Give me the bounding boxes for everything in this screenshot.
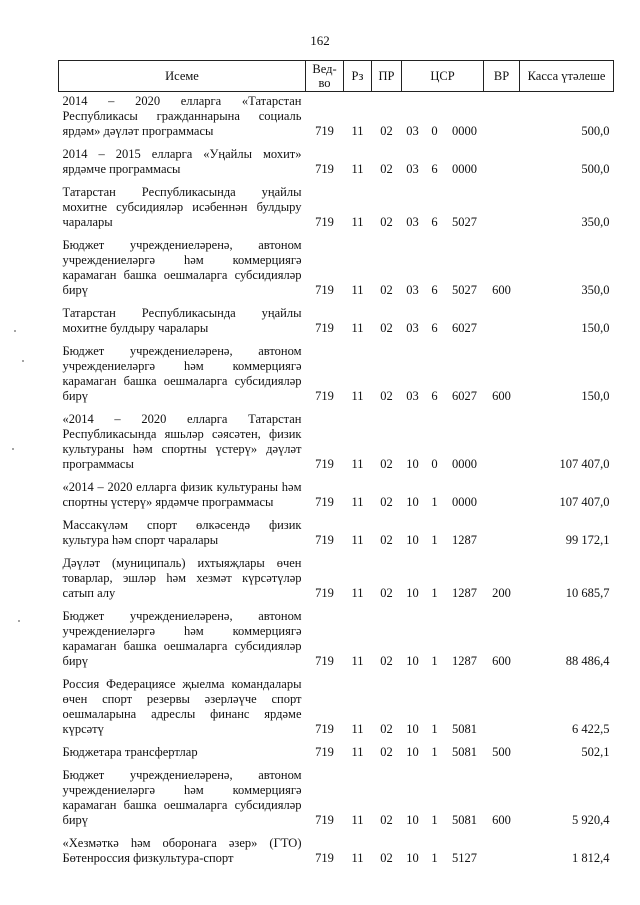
row-csr-program: 10 <box>406 813 419 827</box>
row-name: Массакүләм спорт өлкәсендә физик культура һәм спорт чаралары <box>62 518 302 547</box>
row-name: 2014 – 2020 елларга «Татарстан Республикасы гражданнарына социаль ярдәм» дәүләт программасы <box>62 94 302 138</box>
row-rz: 11 <box>351 586 364 600</box>
row-rz: 11 <box>351 215 364 229</box>
row-csr-subprogram: 6 <box>431 283 438 297</box>
row-vedomstvo: 719 <box>315 813 334 827</box>
row-name: Дәүләт (муниципаль) ихтыяҗлары өчен товарлар, эшләр һәм хезмәт күрсәтүләр сатып алу <box>62 556 302 600</box>
row-pr: 02 <box>380 813 393 827</box>
row-vedomstvo: 719 <box>315 586 334 600</box>
row-pr: 02 <box>380 851 393 865</box>
row-vr: 600 <box>492 654 511 668</box>
row-csr-program: 10 <box>406 722 419 736</box>
row-vr: 600 <box>492 389 511 403</box>
row-vr: 200 <box>492 586 511 600</box>
scan-speck <box>12 448 14 450</box>
row-csr-item: 0000 <box>452 457 478 471</box>
row-pr: 02 <box>380 389 393 403</box>
row-csr-program: 03 <box>406 124 419 138</box>
row-csr-program: 03 <box>406 283 419 297</box>
row-csr-item: 0000 <box>452 124 478 138</box>
row-name: Бюджет учреждениеләренә, автоном учреждениеләргә һәм коммерциягә карамаган башка оешмаларга субсидияләр бирү <box>62 238 302 297</box>
row-vr <box>484 478 520 516</box>
row-vr <box>484 410 520 478</box>
row-vr <box>484 92 520 146</box>
row-amount: 500,0 <box>581 162 610 176</box>
row-csr-item: 5027 <box>452 215 478 229</box>
scan-speck <box>18 620 20 622</box>
row-vedomstvo: 719 <box>315 745 334 759</box>
row-pr: 02 <box>380 533 393 547</box>
table-row <box>59 607 614 675</box>
row-amount: 150,0 <box>581 321 610 335</box>
row-csr-program: 10 <box>406 586 419 600</box>
row-amount: 99 172,1 <box>565 533 610 547</box>
row-csr-item: 5127 <box>452 851 478 865</box>
row-vedomstvo: 719 <box>315 124 334 138</box>
row-vedomstvo: 719 <box>315 162 334 176</box>
table-row <box>59 834 614 872</box>
row-name: Бюджет учреждениеләренә, автоном учреждениеләргә һәм коммерциягә карамаган башка оешмаларга субсидияләр бирү <box>62 344 302 403</box>
row-amount: 500,0 <box>581 124 610 138</box>
row-csr-item: 1287 <box>452 586 478 600</box>
row-pr: 02 <box>380 457 393 471</box>
row-csr-program: 10 <box>406 457 419 471</box>
row-rz: 11 <box>351 389 364 403</box>
row-csr-subprogram: 6 <box>431 162 438 176</box>
row-csr-item: 0000 <box>452 495 478 509</box>
row-csr-item: 1287 <box>452 654 478 668</box>
row-csr-subprogram: 1 <box>431 533 438 547</box>
table-row <box>59 410 614 478</box>
row-amount: 10 685,7 <box>565 586 610 600</box>
row-rz: 11 <box>351 495 364 509</box>
header-csr: ЦСР <box>402 61 484 92</box>
table-row <box>59 304 614 342</box>
table-row <box>59 183 614 236</box>
page-number: 162 <box>310 33 330 48</box>
row-rz: 11 <box>351 533 364 547</box>
row-vedomstvo: 719 <box>315 389 334 403</box>
header-vedomstvo: Вед-во <box>306 61 344 92</box>
table-row <box>59 743 614 766</box>
table-row <box>59 92 614 146</box>
row-rz: 11 <box>351 124 364 138</box>
header-pr: ПР <box>372 61 402 92</box>
table-row <box>59 342 614 410</box>
row-name: Татарстан Республикасында уңайлы мохитне субсидияләр исәбеннән булдыру чаралары <box>62 185 302 229</box>
row-name: Бюджет учреждениеләренә, автоном учреждениеләргә һәм коммерциягә карамаган башка оешмаларга субсидияләр бирү <box>62 609 302 668</box>
table-row <box>59 478 614 516</box>
row-amount: 150,0 <box>581 389 610 403</box>
row-csr-program: 10 <box>406 495 419 509</box>
row-csr-program: 03 <box>406 321 419 335</box>
row-csr-subprogram: 0 <box>431 457 438 471</box>
row-csr-item: 6027 <box>452 321 478 335</box>
row-name: Татарстан Республикасында уңайлы мохитне булдыру чаралары <box>62 306 302 335</box>
row-pr: 02 <box>380 722 393 736</box>
row-pr: 02 <box>380 321 393 335</box>
row-name: «2014 – 2020 елларга Татарстан Республикасында яшьләр сәясәтен, физик культураны һәм спортны үстерү» дәүләт программасы <box>62 412 302 471</box>
header-vr: ВР <box>484 61 520 92</box>
row-vr: 600 <box>492 813 511 827</box>
header-name: Исеме <box>59 61 306 92</box>
row-pr: 02 <box>380 654 393 668</box>
row-amount: 5 920,4 <box>572 813 610 827</box>
row-csr-program: 03 <box>406 162 419 176</box>
row-csr-program: 10 <box>406 654 419 668</box>
row-vr <box>484 834 520 872</box>
row-csr-subprogram: 1 <box>431 851 438 865</box>
row-vedomstvo: 719 <box>315 283 334 297</box>
row-amount: 1 812,4 <box>572 851 610 865</box>
row-name: Бюджет учреждениеләренә, автоном учреждениеләргә һәм коммерциягә карамаган башка оешмаларга субсидияләр бирү <box>62 768 302 827</box>
row-csr-item: 5027 <box>452 283 478 297</box>
row-name: «Хезмәткә һәм оборонага әзер» (ГТО) Бөтенроссия физкультура-спорт <box>62 836 302 865</box>
row-vedomstvo: 719 <box>315 654 334 668</box>
row-pr: 02 <box>380 162 393 176</box>
row-name: Россия Федерациясе җыелма командалары өчен спорт резервы әзерләүче спорт оешмаларына адреслы финанс ярдәме күрсәтү <box>62 677 302 736</box>
header-kassa: Касса үтәлеше <box>520 61 614 92</box>
row-csr-subprogram: 1 <box>431 654 438 668</box>
row-amount: 6 422,5 <box>572 722 610 736</box>
row-vedomstvo: 719 <box>315 722 334 736</box>
row-csr-program: 10 <box>406 533 419 547</box>
row-vr <box>484 183 520 236</box>
row-rz: 11 <box>351 654 364 668</box>
row-csr-subprogram: 6 <box>431 321 438 335</box>
row-csr-item: 5081 <box>452 813 478 827</box>
row-name: 2014 – 2015 елларга «Уңайлы мохит» ярдәмче программасы <box>62 147 302 176</box>
table-row <box>59 554 614 607</box>
row-vedomstvo: 719 <box>315 533 334 547</box>
row-vr: 600 <box>492 283 511 297</box>
row-rz: 11 <box>351 162 364 176</box>
row-vr <box>484 145 520 183</box>
row-amount: 350,0 <box>581 215 610 229</box>
row-csr-item: 5081 <box>452 722 478 736</box>
row-rz: 11 <box>351 457 364 471</box>
row-vr <box>484 304 520 342</box>
scan-speck <box>22 360 24 362</box>
row-name: Бюджетара трансфертлар <box>62 745 198 759</box>
row-csr-subprogram: 1 <box>431 813 438 827</box>
row-csr-subprogram: 1 <box>431 745 438 759</box>
row-amount: 88 486,4 <box>565 654 610 668</box>
row-csr-subprogram: 1 <box>431 586 438 600</box>
row-pr: 02 <box>380 586 393 600</box>
row-vr <box>484 675 520 743</box>
table-row <box>59 516 614 554</box>
row-vr <box>484 516 520 554</box>
row-rz: 11 <box>351 321 364 335</box>
row-csr-program: 10 <box>406 851 419 865</box>
row-csr-program: 03 <box>406 215 419 229</box>
row-amount: 107 407,0 <box>559 457 610 471</box>
row-vedomstvo: 719 <box>315 215 334 229</box>
row-rz: 11 <box>351 813 364 827</box>
row-csr-item: 0000 <box>452 162 478 176</box>
row-csr-subprogram: 6 <box>431 215 438 229</box>
header-rz: Рз <box>344 61 372 92</box>
row-csr-item: 6027 <box>452 389 478 403</box>
row-rz: 11 <box>351 851 364 865</box>
table-header-row <box>59 61 614 92</box>
row-csr-subprogram: 0 <box>431 124 438 138</box>
row-vedomstvo: 719 <box>315 495 334 509</box>
row-pr: 02 <box>380 124 393 138</box>
row-amount: 350,0 <box>581 283 610 297</box>
table-row <box>59 766 614 834</box>
row-csr-subprogram: 1 <box>431 495 438 509</box>
row-vedomstvo: 719 <box>315 321 334 335</box>
row-pr: 02 <box>380 283 393 297</box>
row-pr: 02 <box>380 215 393 229</box>
table-row <box>59 145 614 183</box>
row-amount: 107 407,0 <box>559 495 610 509</box>
row-vedomstvo: 719 <box>315 457 334 471</box>
row-csr-subprogram: 1 <box>431 722 438 736</box>
row-amount: 502,1 <box>581 745 610 759</box>
table-row <box>59 675 614 743</box>
budget-table <box>58 60 614 872</box>
row-pr: 02 <box>380 745 393 759</box>
row-csr-subprogram: 6 <box>431 389 438 403</box>
row-rz: 11 <box>351 283 364 297</box>
row-csr-item: 1287 <box>452 533 478 547</box>
row-pr: 02 <box>380 495 393 509</box>
row-rz: 11 <box>351 745 364 759</box>
row-csr-program: 03 <box>406 389 419 403</box>
scan-speck <box>14 330 16 332</box>
table-row <box>59 236 614 304</box>
row-vedomstvo: 719 <box>315 851 334 865</box>
row-vr: 500 <box>492 745 511 759</box>
row-csr-item: 5081 <box>452 745 478 759</box>
row-name: «2014 – 2020 елларга физик культураны һәм спортны үстерү» ярдәмче программасы <box>62 480 302 509</box>
row-csr-program: 10 <box>406 745 419 759</box>
row-rz: 11 <box>351 722 364 736</box>
